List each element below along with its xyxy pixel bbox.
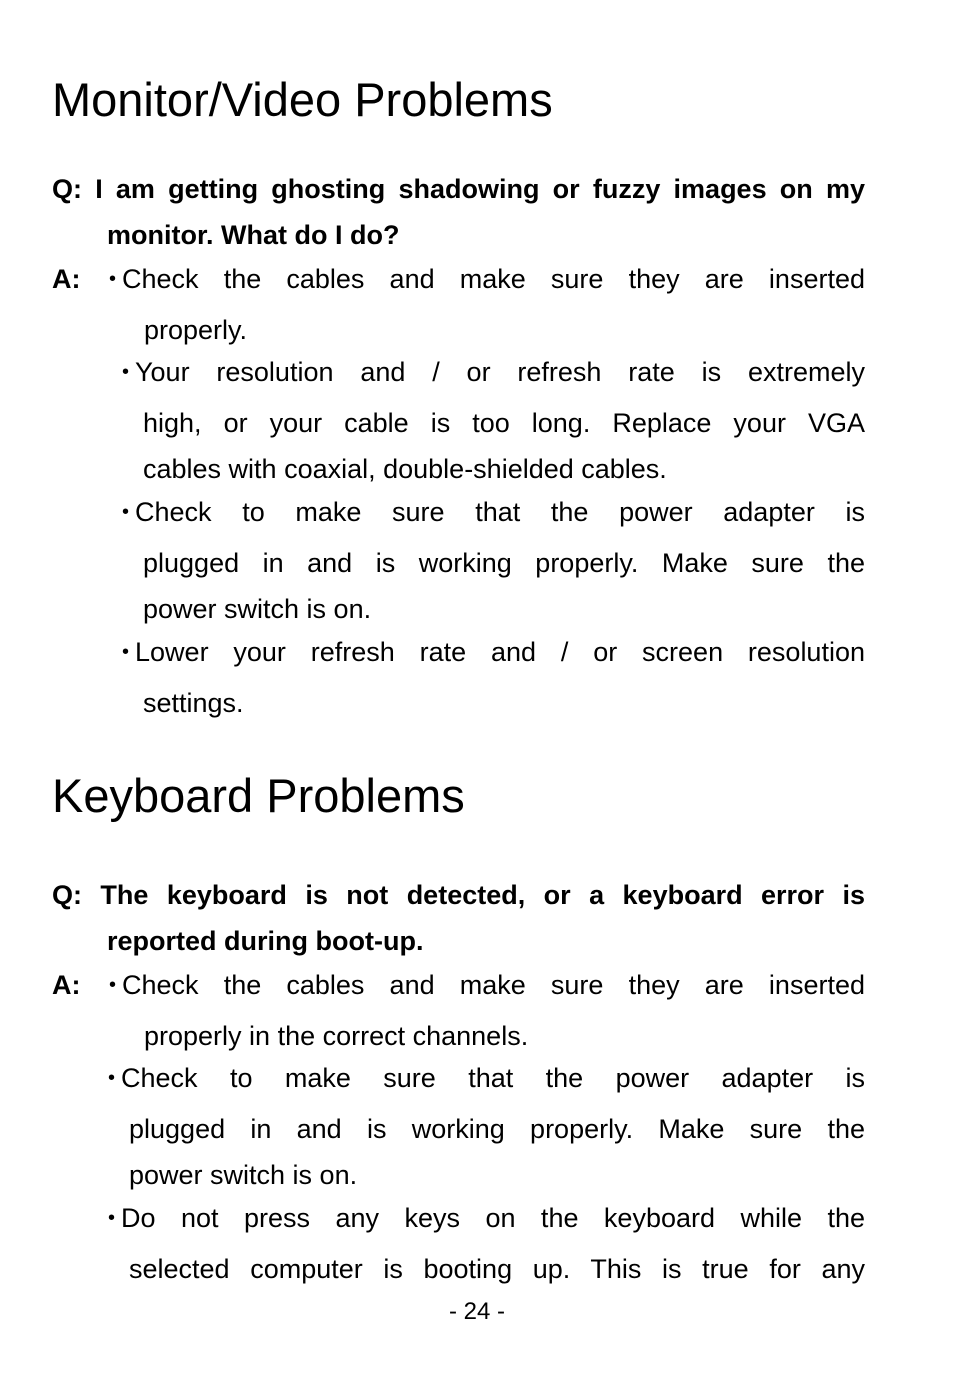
answer-item: • Your resolution and / or refresh rate is extremely high, or your cable is too long. Replace your VGA cables with coaxial, double-shielded cables. (122, 357, 865, 484)
answer-item: • Check to make sure that the power adapter is plugged in and is working properly. Make sure the power switch is on. (108, 1063, 865, 1190)
question-keyboard: Q: The keyboard is not detected, or a keyboard error is reported during boot-up. (52, 880, 865, 956)
page-number: - 24 - (448, 1298, 505, 1325)
answer-item: • Check the cables and make sure they are inserted properly in the correct channels. (109, 970, 865, 1051)
bullet-icon: • (122, 361, 130, 383)
answer-item: • Check the cables and make sure they are inserted properly. (109, 264, 865, 345)
answer-item: • Check to make sure that the power adapter is plugged in and is working properly. Make sure the power switch is on. (122, 497, 865, 624)
answer-label-keyboard: A: (52, 970, 81, 1000)
bullet-icon: • (122, 501, 130, 523)
bullet-icon: • (108, 1067, 116, 1089)
bullet-icon: • (109, 974, 117, 996)
answer-label-monitor: A: (52, 264, 81, 294)
bullet-icon: • (122, 641, 130, 663)
section-heading-monitor: Monitor/Video Problems (52, 73, 553, 126)
bullet-icon: • (109, 268, 117, 290)
question-monitor: Q: I am getting ghosting shadowing or fuzzy images on my monitor. What do I do? (52, 174, 865, 250)
answer-item: • Lower your refresh rate and / or screen resolution settings. (122, 637, 865, 718)
section-heading-keyboard: Keyboard Problems (52, 769, 465, 822)
answer-item: • Do not press any keys on the keyboard while the selected computer is booting up. This is true for any (108, 1203, 865, 1284)
bullet-icon: • (108, 1207, 116, 1229)
